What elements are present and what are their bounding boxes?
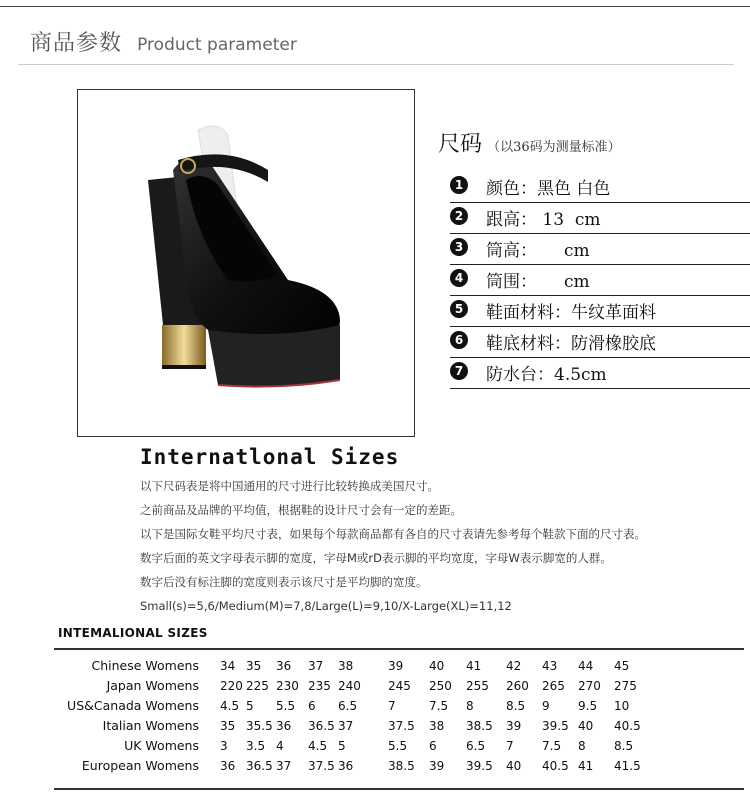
table-cell: 9 <box>542 699 550 713</box>
size-heading <box>438 127 621 158</box>
table-cell: 41 <box>466 659 482 673</box>
table-cell: 245 <box>388 679 411 693</box>
table-cell: 36 <box>276 659 292 673</box>
table-cell: 38 <box>338 659 354 673</box>
table-top-rule <box>54 648 744 650</box>
param-item-upper-material <box>450 296 750 327</box>
size-table-title: INTEMALIONAL SIZES <box>58 626 208 640</box>
note-line: 数字后没有标注脚的宽度则表示该尺寸是平均脚的宽度。 <box>140 575 428 589</box>
note-line: 以下尺码表是将中国通用的尺寸进行比较转换成美国尺寸。 <box>140 479 439 493</box>
table-cell: 39 <box>388 659 404 673</box>
table-row <box>54 736 744 756</box>
table-cell: 38 <box>429 719 445 733</box>
table-cell: 8 <box>578 739 586 753</box>
table-cell: 35 <box>220 719 236 733</box>
row-label: Italian Womens <box>102 718 199 733</box>
table-cell: 8.5 <box>614 739 634 753</box>
table-cell: 37 <box>338 719 354 733</box>
table-cell: 7.5 <box>429 699 449 713</box>
table-cell: 10 <box>614 699 630 713</box>
international-sizes-title: Internatlonal Sizes <box>140 445 400 469</box>
table-cell: 7 <box>506 739 514 753</box>
param-item-heel-height <box>450 203 750 234</box>
shoe-image <box>78 90 414 436</box>
param-item-color <box>450 172 750 203</box>
table-cell: 41 <box>578 759 594 773</box>
table-cell: 37 <box>276 759 292 773</box>
table-cell: 45 <box>614 659 630 673</box>
table-cell: 4 <box>276 739 284 753</box>
table-cell: 3.5 <box>246 739 266 753</box>
table-cell: 36 <box>338 759 354 773</box>
row-label: Japan Womens <box>106 678 199 693</box>
table-cell: 40 <box>578 719 594 733</box>
param-text: 筒高： cm <box>486 241 590 261</box>
param-text: 鞋底材料：防滑橡胶底 <box>486 334 656 354</box>
row-label: Chinese Womens <box>91 658 199 673</box>
table-row <box>54 716 744 736</box>
table-cell: 38.5 <box>466 719 493 733</box>
table-cell: 37 <box>308 659 324 673</box>
param-text: 鞋面材料：牛纹革面料 <box>486 303 656 323</box>
table-bottom-rule <box>54 788 744 790</box>
table-cell: 41.5 <box>614 759 641 773</box>
table-cell: 37.5 <box>308 759 335 773</box>
param-item-shaft-circumference <box>450 265 750 296</box>
table-cell: 40 <box>429 659 445 673</box>
table-cell: 44 <box>578 659 594 673</box>
param-item-shaft-height <box>450 234 750 265</box>
param-item-platform <box>450 358 750 389</box>
table-row <box>54 676 744 696</box>
table-cell: 39 <box>429 759 445 773</box>
size-table <box>54 656 744 776</box>
section-header <box>30 26 297 57</box>
header-title-cn: 商品参数 <box>30 31 123 56</box>
table-row <box>54 756 744 776</box>
number-badge: 6 <box>450 331 468 349</box>
table-cell: 6 <box>429 739 437 753</box>
table-cell: 43 <box>542 659 558 673</box>
header-title-en: Product parameter <box>137 35 297 55</box>
table-cell: 225 <box>246 679 269 693</box>
table-cell: 8.5 <box>506 699 526 713</box>
table-cell: 5 <box>246 699 254 713</box>
table-cell: 40.5 <box>542 759 569 773</box>
table-cell: 235 <box>308 679 331 693</box>
table-cell: 8 <box>466 699 474 713</box>
table-cell: 7 <box>388 699 396 713</box>
table-cell: 42 <box>506 659 522 673</box>
table-cell: 36 <box>276 719 292 733</box>
table-cell: 6.5 <box>338 699 358 713</box>
table-cell: 255 <box>466 679 489 693</box>
table-cell: 40 <box>506 759 522 773</box>
table-cell: 265 <box>542 679 565 693</box>
table-row <box>54 696 744 716</box>
number-badge: 7 <box>450 362 468 380</box>
table-cell: 4.5 <box>220 699 240 713</box>
row-label: US&Canada Womens <box>67 698 199 713</box>
table-cell: 5 <box>338 739 346 753</box>
table-cell: 35.5 <box>246 719 273 733</box>
row-label: UK Womens <box>124 738 199 753</box>
table-cell: 40.5 <box>614 719 641 733</box>
param-text: 防水台：4.5cm <box>486 365 607 385</box>
note-line: Small(s)=5,6/Medium(M)=7,8/Large(L)=9,10/X-Large(XL)=11,12 <box>140 599 512 613</box>
note-line: 之前商品及品牌的平均值，根据鞋的设计尺寸会有一定的差距。 <box>140 503 462 517</box>
number-badge: 3 <box>450 238 468 256</box>
table-cell: 270 <box>578 679 601 693</box>
table-cell: 250 <box>429 679 452 693</box>
table-cell: 35 <box>246 659 262 673</box>
number-badge: 1 <box>450 176 468 194</box>
param-list <box>450 172 750 389</box>
table-cell: 7.5 <box>542 739 562 753</box>
note-line: 以下是国际女鞋平均尺寸表，如果每个每款商品都有各自的尺寸表请先参考每个鞋款下面的尺寸表。 <box>140 527 646 541</box>
product-photo <box>77 89 415 437</box>
row-label: European Womens <box>81 758 199 773</box>
table-cell: 275 <box>614 679 637 693</box>
table-cell: 9.5 <box>578 699 598 713</box>
table-cell: 39.5 <box>542 719 569 733</box>
table-cell: 220 <box>220 679 243 693</box>
table-cell: 36 <box>220 759 236 773</box>
param-text: 颜色：黑色 白色 <box>486 179 611 199</box>
table-row <box>54 656 744 676</box>
table-cell: 37.5 <box>388 719 415 733</box>
table-cell: 34 <box>220 659 236 673</box>
table-cell: 3 <box>220 739 228 753</box>
param-text: 跟高： 13 cm <box>486 210 601 230</box>
size-notes <box>140 478 750 622</box>
table-cell: 39.5 <box>466 759 493 773</box>
table-cell: 5.5 <box>276 699 296 713</box>
table-cell: 240 <box>338 679 361 693</box>
table-cell: 36.5 <box>246 759 273 773</box>
top-divider <box>0 6 750 7</box>
table-cell: 39 <box>506 719 522 733</box>
table-cell: 5.5 <box>388 739 408 753</box>
number-badge: 4 <box>450 269 468 287</box>
size-subtitle: （以36码为测量标准） <box>487 140 621 155</box>
table-cell: 6.5 <box>466 739 486 753</box>
table-cell: 230 <box>276 679 299 693</box>
table-cell: 36.5 <box>308 719 335 733</box>
param-text: 筒围： cm <box>486 272 590 292</box>
table-cell: 38.5 <box>388 759 415 773</box>
number-badge: 2 <box>450 207 468 225</box>
table-cell: 4.5 <box>308 739 328 753</box>
note-line: 数字后面的英文字母表示脚的宽度，字母M或rD表示脚的平均宽度，字母W表示脚宽的人群。 <box>140 551 612 565</box>
header-divider <box>18 64 734 65</box>
number-badge: 5 <box>450 300 468 318</box>
param-item-sole-material <box>450 327 750 358</box>
size-title: 尺码 <box>438 132 483 157</box>
table-cell: 260 <box>506 679 529 693</box>
table-cell: 6 <box>308 699 316 713</box>
